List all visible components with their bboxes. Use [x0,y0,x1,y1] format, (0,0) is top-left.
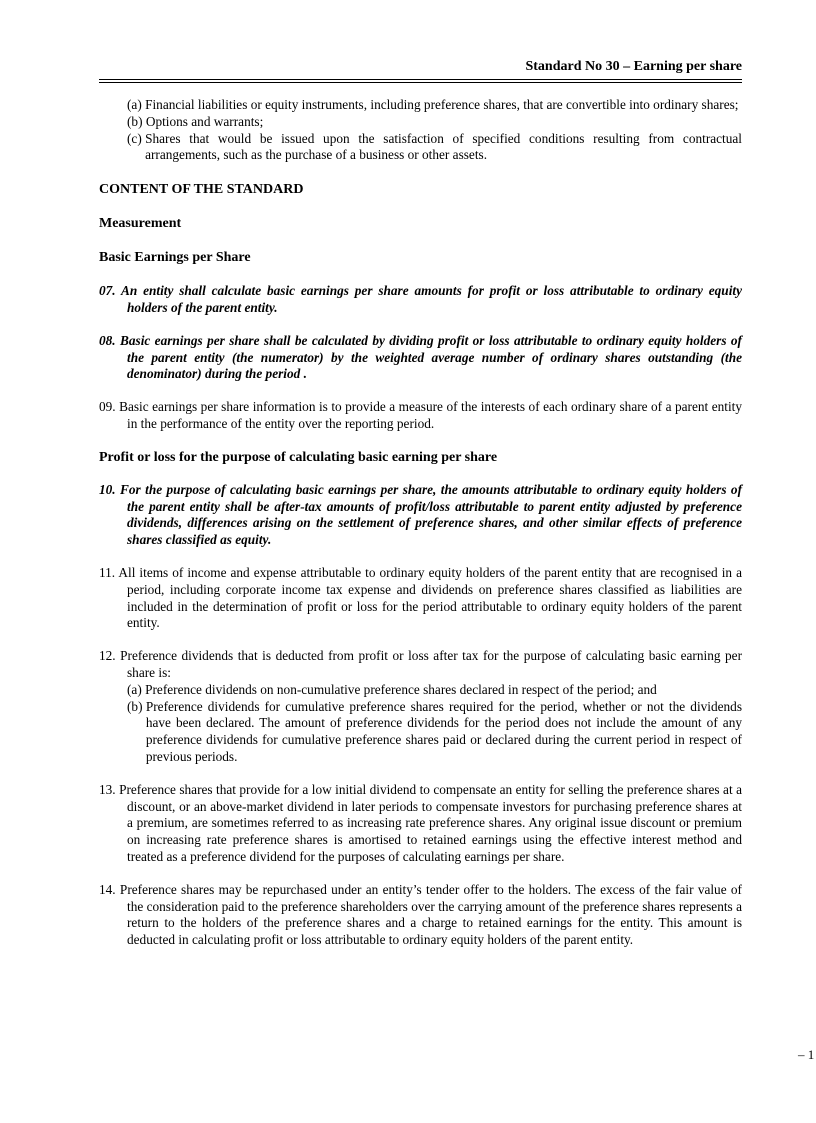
list-item-text: Options and warrants; [145,113,264,129]
list-item-text: Financial liabilities or equity instruments, including preference shares, that are convertible into ordinary shares; [145,97,739,112]
intro-list [99,97,742,164]
paragraph-12: 12. Preference dividends that is deducted from profit or loss after tax for the purpose of calculating basic earning per share is: [99,648,742,680]
page-number-value: 1 [807,1047,815,1062]
section-heading-profit-loss: Profit or loss for the purpose of calculating basic earning per share [99,449,498,465]
paragraph-07: 07. An entity shall calculate basic earnings per share amounts for profit or loss attributable to ordinary equity holders of the parent entity. [99,283,742,315]
list-item-label: (b) [127,698,146,714]
header-double-rule [99,79,742,83]
paragraph-10: 10. For the purpose of calculating basic earnings per share, the amounts attributable to ordinary equity holders of the parent entity shall be after-tax amounts of profit/loss attributable to parent entity adjusted by preference dividends, differences arising on the settlement of preference shares, and other similar effects of preference shares classified as equity. [99,481,742,548]
list-item [127,699,742,766]
list-item-text: Preference dividends on non-cumulative preference shares declared in respect of the period; and [145,681,657,697]
paragraph-11: 11. All items of income and expense attributable to ordinary equity holders of the parent entity that are recognised in a period, including corporate income tax expense and dividends on preference shares classified as liabilities are included in the determination of profit or loss for the period attributable to ordinary equity holders of the parent entity. [99,564,742,631]
document-body [99,97,742,949]
list-item-label: (a) [127,681,146,697]
paragraph-12-list [99,682,742,766]
list-item-text: Shares that would be issued upon the satisfaction of specified conditions resulting from contractual arrangements, such as the purchase of a business or other assets. [145,130,742,163]
list-item [127,131,742,165]
list-item-text: Preference dividends for cumulative preference shares required for the period, whether or not the dividends have been declared. The amount of preference dividends for the period does not include the amount of any preference dividends for cumulative preference shares paid or declared during the current period in respect of previous periods. [145,698,742,764]
list-item [127,114,742,131]
list-item [127,682,742,699]
section-heading-content: CONTENT OF THE STANDARD [99,182,304,198]
list-item-label: (c) [127,130,146,146]
paragraph-13: 13. Preference shares that provide for a low initial dividend to compensate an entity for selling the preference shares at a discount, or an above-market dividend in later periods to compensate investors for purchasing preference shares at a premium, are sometimes referred to as increasing rate preference shares. Any original issue discount or premium on increasing rate preference shares is amortised to retained earnings using the effective interest method and treated as a preference dividend for the purposes of calculating earnings per share. [99,781,742,864]
section-heading-measurement: Measurement [99,216,182,232]
list-item-label: (b) [127,113,146,129]
list-item [127,97,742,114]
paragraph-08: 08. Basic earnings per share shall be calculated by dividing profit or loss attributable to ordinary equity holders of the parent entity (the numerator) by the weighted average number of ordinary shares outstanding (the denominator) during the period . [99,332,742,382]
page-number-dash: – [798,1047,805,1062]
page-header-title: Standard No 30 – Earning per share [525,59,742,74]
paragraph-14: 14. Preference shares may be repurchased under an entity’s tender offer to the holders. The excess of the fair value of the consideration paid to the preference shareholders over the carrying amount of the preference shares represents a return to the holders of the preference shares and a charge to retained earnings for the entity. This amount is deducted in calculating profit or loss attributable to ordinary equity holders of the parent entity. [99,881,742,948]
section-heading-basic-eps: Basic Earnings per Share [99,250,251,266]
paragraph-09: 09. Basic earnings per share information is to provide a measure of the interests of each ordinary share of a parent entity in the performance of the entity over the reporting period. [99,399,742,431]
page-number [798,1047,814,1064]
list-item-label: (a) [127,97,146,112]
